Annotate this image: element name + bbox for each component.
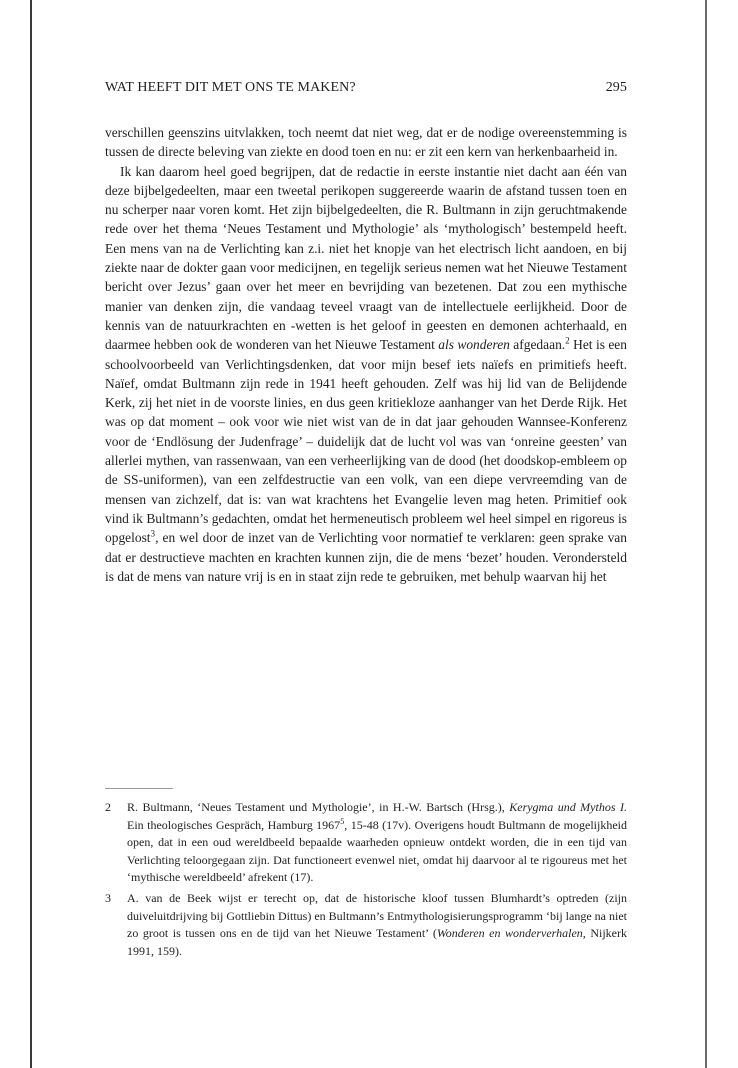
italic-phrase: als wonderen [438,337,510,353]
footnote-ref-2: 2 [565,335,570,346]
footnote-italic-title: Wonderen en wonderverhalen, [436,926,586,941]
paragraph-2-part-c: Het is een schoolvoorbeeld van Verlichtingsdenken, dat voor mijn besef iets naïefs en primitiefs heeft. Naïef, omdat Bultmann zijn rede in 1941 heeft gehouden. Zelf was hij lid van de Belijdende Kerk, zij het niet in de voorste linies, en dus geen kritiekloze aanhanger van het Derde Rijk. Het was op dat moment – ook voor wie niet wist van de in dat jaar gehouden Wannsee-Konferenz voor de ‘Endlösung der Judenfrage’ – duidelijk dat de lucht vol was van ‘onreine geesten’ van allerlei mythen, van rassenwaan, van een verheerlijking van de dood (het doodskop-embleem op de SS-uniformen), van een zelfdestructie van een volk, van een diepe vervreemding van de mensen van zichzelf, dat is: van wat krachtens het Evangelie leven mag heten. Primitief ook vind ik Bultmann’s gedachten, omdat het hermeneutisch probleem wel heel simpel en rigoreus is opgelost [105,337,627,546]
paragraph-1: verschillen geenszins uitvlakken, toch neemt dat niet weg, dat er de nodige overeenstemming is tussen de directe beleving van ziekte en dood toen en nu: er zit een kern van herkenbaarheid in. [105,125,627,160]
page-number: 295 [605,80,627,95]
footnote-text-part: Nijkerk 1991, 159). [127,926,627,958]
footnote-text-part: A. van de Beek wijst er terecht op, dat de historische kloof tussen Blumhardt’s optreden (zijn duiveluitdrijving bij Gottliebin Dittus) en Bultmann’s Entmythologisierungsprogramm ‘bij lange na niet zo groot is tussen ons en de tijd van het Nieuwe Testament’ ( [127,890,627,941]
edition-superscript: 5 [340,816,345,826]
footnote-rule [105,788,173,789]
footnote-number: 2 [105,800,111,814]
running-header [105,80,627,96]
paragraph-2-part-d: , en wel door de inzet van de Verlichting voor normatief te verklaren: geen sprake van dat er destructieve machten en krachten kunnen zijn, die de mens ‘bezet’ houden. Verondersteld is dat de mens van nature vrij is en in staat zijn rede te gebruiken, met behulp waarvan hij het [105,530,627,584]
footnote-3 [105,890,627,960]
footnote-text-part: Ein theologisches Gespräch, Hamburg 1967 [127,817,341,832]
paragraph-2-part-a: Ik kan daarom heel goed begrijpen, dat de redactie in eerste instantie niet dacht aan één van deze bijbelgedeelten, maar een tweetal perikopen suggereerde waarin de afstand tussen toen en nu scherper naar voren komt. Het zijn bijbelgedeelten, die R. Bultmann in zijn geruchtmakende rede over het thema ‘Neues Testament und Mythologie’ als ‘mythologisch’ bestempeld heeft. Een mens van na de Verlichting kan z.i. niet het knopje van het electrisch licht aandoen, en bij ziekte naar de dokter gaan voor medicijnen, en tegelijk serieus nemen wat het Nieuwe Testament bericht over Jezus’ gaan over het meer en bevrijding van bezetenen. Dat zou een mythische manier van denken zijn, die vandaag teveel vraagt van de intellectuele eerlijkheid. Door de kennis van de natuurkrachten en -wetten is het geloof in geesten en demonen achterhaald, en daarmee hebben ook de wonderen van het Nieuwe Testament [105,163,627,353]
footnote-number: 3 [105,890,111,905]
footnote-text [127,890,627,960]
scan-edge-left [30,0,32,1068]
footnotes [105,788,627,960]
paragraph-2 [105,162,627,587]
scan-edge-right [705,0,707,1068]
body-text [105,123,627,586]
footnote-2 [105,799,627,887]
paragraph-2-part-b: afgedaan. [509,337,566,353]
running-title: WAT HEEFT DIT MET ONS TE MAKEN? [105,80,356,95]
footnote-text-part: R. Bultmann, ‘Neues Testament und Mythologie’, in H.-W. Bartsch (Hrsg.), [127,800,510,814]
footnote-ref-3: 3 [150,528,156,539]
footnote-text [127,799,627,887]
footnote-text-part: , 15-48 (17v). Overigens houdt Bultmann de mogelijkheid open, dat in een oud wereldbeeld bepaalde waarheden opnieuw ontdekt worden, die in een tijd van Verlichting teloorgegaan zijn. Dat functioneert evenwel niet, omdat hij daarvoor al te rigoureus met het ‘mythische wereldbeeld’ afrekent (17). [127,817,627,885]
footnote-italic-title: Kerygma und Mythos I. [509,800,627,814]
